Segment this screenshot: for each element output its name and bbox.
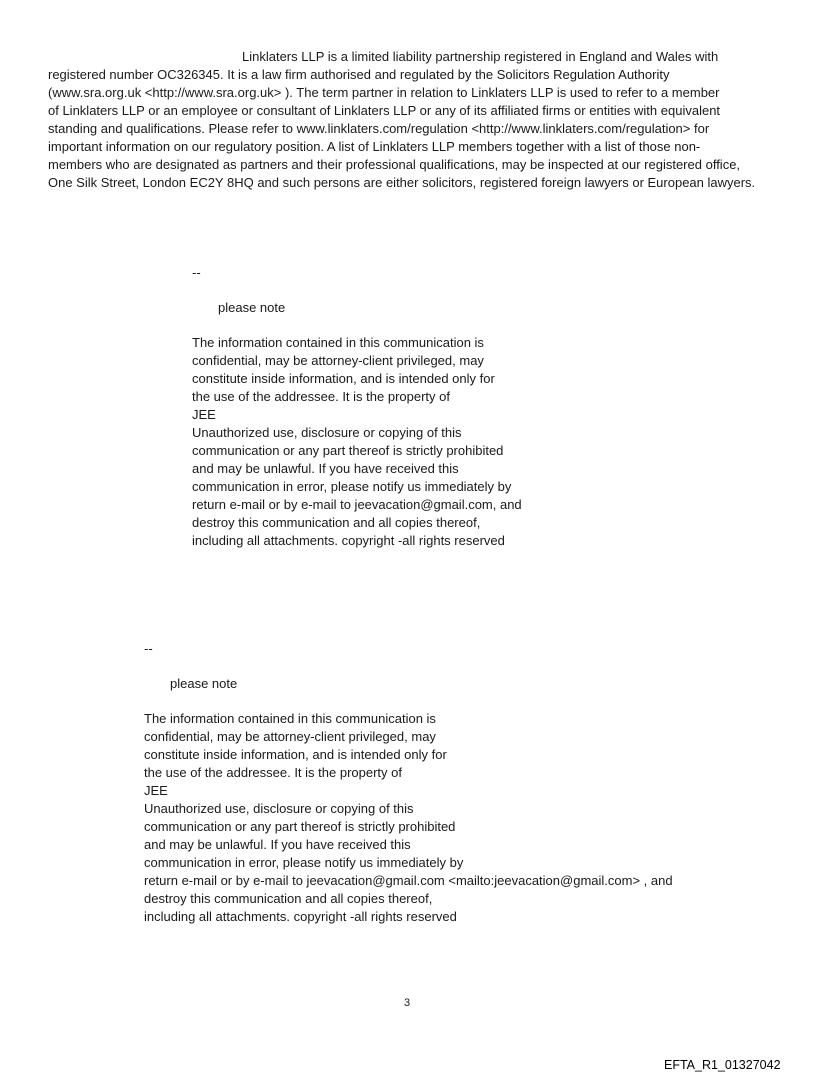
notice-line: confidential, may be attorney-client privileged, may [144,729,436,744]
notice-line: return e-mail or by e-mail to jeevacation@gmail.com, and [192,497,522,512]
notice-line: including all attachments. copyright -all rights reserved [192,533,505,548]
disclaimer-line: registered number OC326345. It is a law firm authorised and regulated by the Solicitors Regulation Authority [48,67,670,82]
disclaimer-line: One Silk Street, London EC2Y 8HQ and such persons are either solicitors, registered foreign lawyers or European lawyers. [48,175,756,190]
page-number: 3 [404,997,411,1009]
disclaimer-line: (www.sra.org.uk <http://www.sra.org.uk> ). The term partner in relation to Linklaters LLP is used to refer to a member [48,85,720,100]
notice-line: Unauthorized use, disclosure or copying of this [192,425,462,440]
notice-line: the use of the addressee. It is the property of [192,389,450,404]
notice-line: confidential, may be attorney-client privileged, may [192,353,484,368]
disclaimer-line: important information on our regulatory position. A list of Linklaters LLP members together with a list of those non- [48,139,701,154]
notice-line: JEE [192,407,216,422]
notice-line: destroy this communication and all copies thereof, [192,515,481,530]
notice-line: communication or any part thereof is strictly prohibited [144,819,456,834]
disclaimer-line: members who are designated as partners and their professional qualifications, may be inspected at our registered office, [48,157,741,172]
notice-line: the use of the addressee. It is the property of [144,765,402,780]
disclaimer-line: Linklaters LLP is a limited liability partnership registered in England and Wales with [242,49,719,64]
notice-heading: please note [170,676,238,691]
notice-line: and may be unlawful. If you have received this [144,837,411,852]
separator: -- [192,265,201,280]
notice-line: including all attachments. copyright -all rights reserved [144,909,457,924]
notice-line: The information contained in this communication is [144,711,436,726]
notice-line: and may be unlawful. If you have received this [192,461,459,476]
notice-line: The information contained in this communication is [192,335,484,350]
notice-line: constitute inside information, and is intended only for [192,371,495,386]
document-id: EFTA_R1_01327042 [664,1058,781,1072]
notice-line: JEE [144,783,168,798]
notice-line: Unauthorized use, disclosure or copying of this [144,801,414,816]
notice-line: constitute inside information, and is intended only for [144,747,447,762]
notice-line: communication in error, please notify us immediately by [144,855,464,870]
notice-line: communication or any part thereof is strictly prohibited [192,443,504,458]
disclaimer-line: of Linklaters LLP or an employee or consultant of Linklaters LLP or any of its affiliated firms or entities with equivalent [48,103,721,118]
disclaimer-line: standing and qualifications. Please refer to www.linklaters.com/regulation <http://www.linklaters.com/regulation> for [48,121,710,136]
notice-heading: please note [218,300,286,315]
notice-line: return e-mail or by e-mail to jeevacation@gmail.com <mailto:jeevacation@gmail.com> , and [144,873,673,888]
notice-line: destroy this communication and all copies thereof, [144,891,433,906]
notice-line: communication in error, please notify us immediately by [192,479,512,494]
separator: -- [144,641,153,656]
